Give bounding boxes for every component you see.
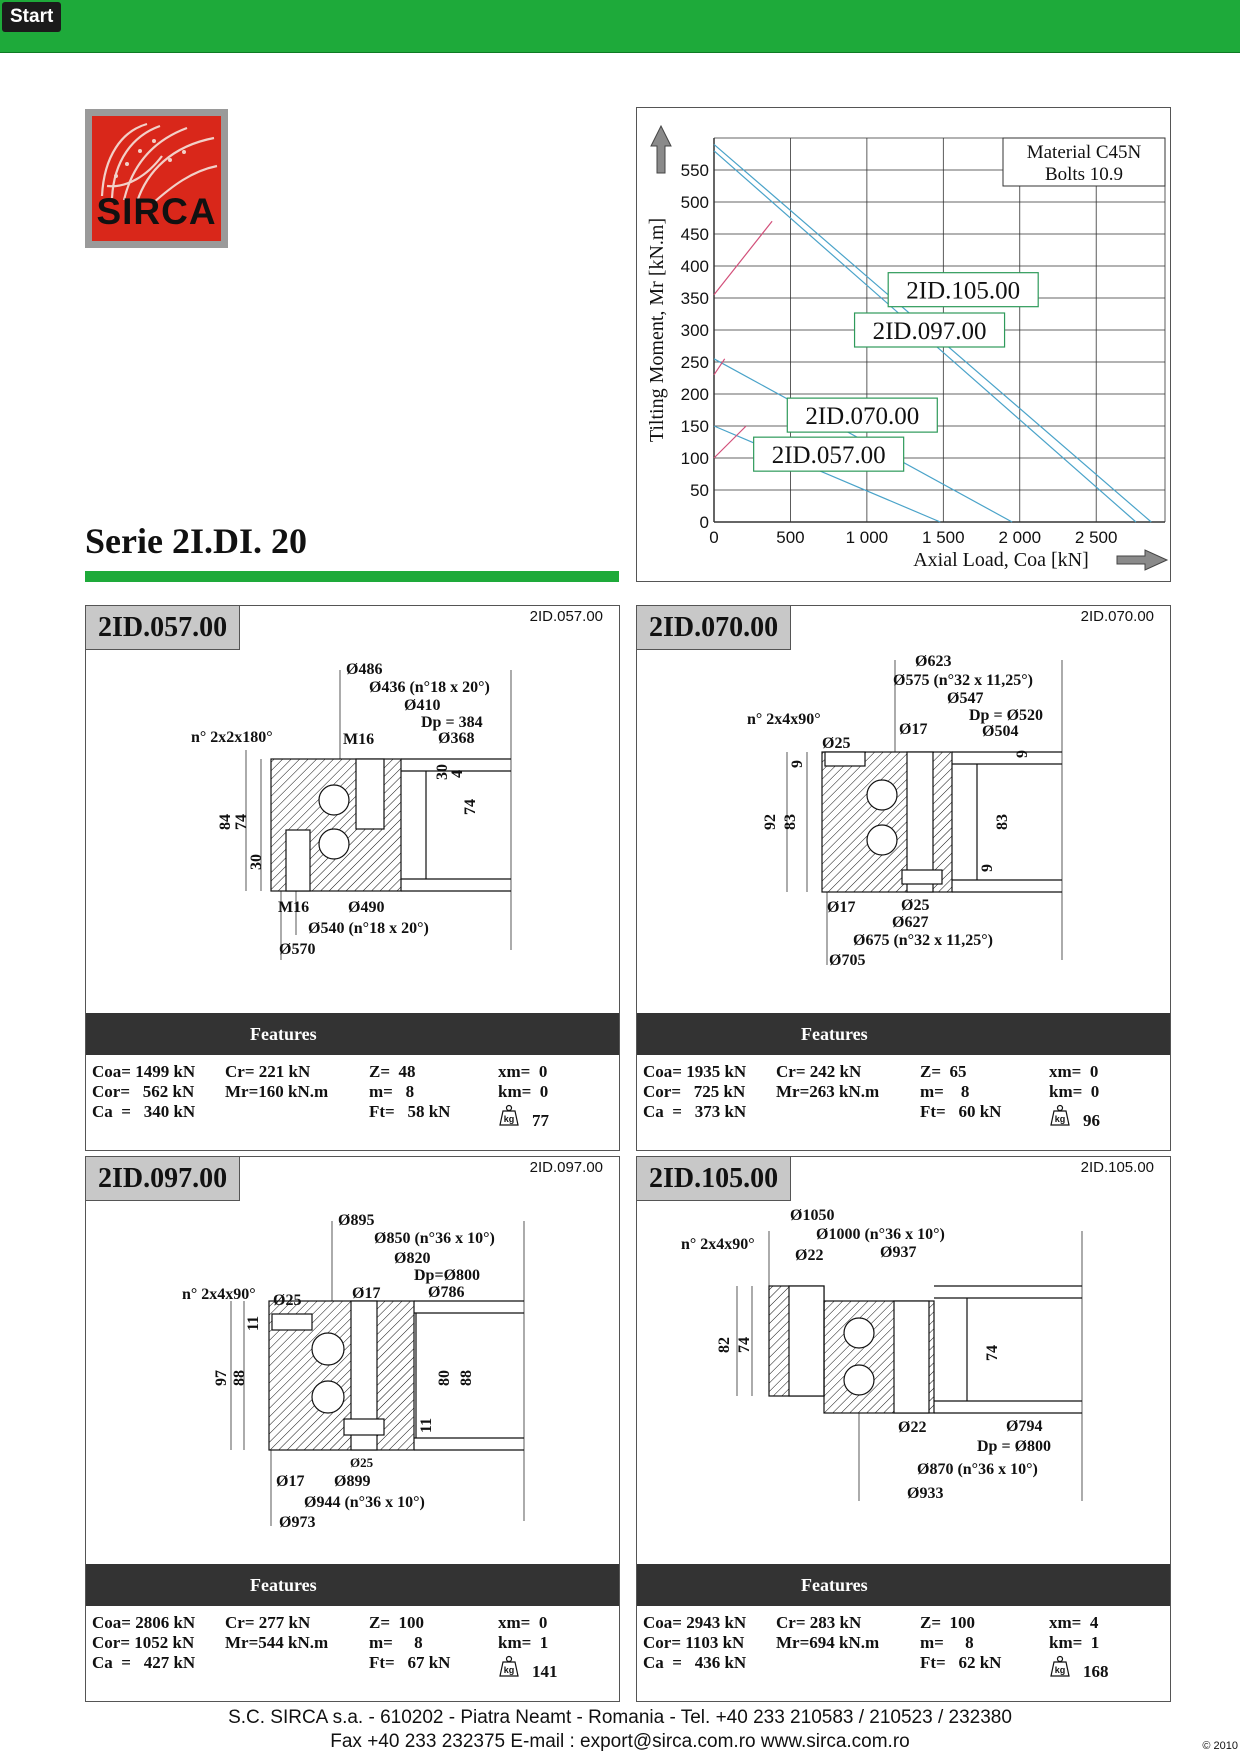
dim-label: Ø17 bbox=[352, 1285, 381, 1302]
spec-xm: xm= 0 bbox=[498, 1613, 548, 1632]
svg-text:kg: kg bbox=[1054, 1665, 1066, 1675]
y-tick-label: 500 bbox=[680, 193, 709, 212]
dim-label: Ø25 bbox=[901, 897, 930, 914]
start-button[interactable]: Start bbox=[2, 2, 61, 32]
spec-weight: 141 bbox=[532, 1662, 558, 1681]
dim-label: Ø623 bbox=[915, 653, 952, 670]
dim-label: Ø22 bbox=[795, 1247, 824, 1264]
top-bar bbox=[0, 0, 1240, 53]
dim-label: Ø540 (n°18 x 20°) bbox=[308, 920, 429, 937]
series-label: 2ID.070.00 bbox=[805, 403, 920, 431]
y-tick-label: 50 bbox=[690, 481, 709, 500]
spec-cor: Cor= 725 kN bbox=[643, 1082, 746, 1101]
spec-z: Z= 100 bbox=[920, 1613, 976, 1632]
spec-m: m= 8 bbox=[920, 1082, 970, 1101]
spec-ca: Ca = 340 kN bbox=[92, 1102, 196, 1121]
dim-label: Ø895 bbox=[338, 1212, 375, 1229]
footer-address: S.C. SIRCA s.a. - 610202 - Piatra Neamt - Romania - Tel. +40 233 210583 / 210523 / 232380 bbox=[228, 1707, 1012, 1728]
bearing-drawing bbox=[86, 1201, 619, 1564]
dim-label: Ø575 (n°32 x 11,25°) bbox=[893, 672, 1033, 689]
dim-label: Ø368 bbox=[438, 730, 475, 747]
dim-label: Ø627 bbox=[892, 914, 929, 931]
spec-m: m= 8 bbox=[369, 1082, 415, 1101]
dim-label: M16 bbox=[278, 899, 310, 916]
right-arrow-icon bbox=[1117, 550, 1167, 570]
copyright: © 2010 bbox=[1202, 1740, 1238, 1752]
dim-label: 88 bbox=[231, 1370, 248, 1386]
dim-label: n° 2x4x90° bbox=[681, 1236, 755, 1253]
dim-label: Ø675 (n°32 x 11,25°) bbox=[853, 932, 993, 949]
spec-cor: Cor= 1052 kN bbox=[92, 1633, 195, 1652]
spec-m: m= 8 bbox=[920, 1633, 974, 1652]
x-tick-label: 2 000 bbox=[998, 528, 1042, 547]
series-label: 2ID.105.00 bbox=[906, 277, 1021, 305]
dim-label: Ø504 bbox=[982, 723, 1019, 740]
note-line: Material C45N bbox=[1026, 142, 1142, 163]
spec-mr: Mr=263 kN.m bbox=[776, 1082, 880, 1101]
x-tick-label: 2 500 bbox=[1074, 528, 1118, 547]
features-header: Features bbox=[86, 1013, 619, 1055]
dim-label: Ø17 bbox=[899, 721, 928, 738]
specs-block bbox=[637, 1606, 1170, 1701]
note-line: Bolts 10.9 bbox=[1044, 164, 1124, 185]
dim-label: Ø1000 (n°36 x 10°) bbox=[816, 1226, 945, 1243]
panel-title: 2ID.070.00 bbox=[637, 606, 791, 650]
dim-label: 88 bbox=[458, 1370, 475, 1386]
bearing-drawing bbox=[637, 650, 1170, 1013]
panel-ref: 2ID.057.00 bbox=[529, 608, 603, 625]
load-chart bbox=[636, 107, 1171, 582]
logo-text: SIRCA bbox=[96, 191, 217, 232]
dim-label: Ø25 bbox=[822, 735, 851, 752]
x-tick-label: 1 500 bbox=[922, 528, 965, 547]
dim-label: M16 bbox=[343, 731, 375, 748]
dim-label: 30 bbox=[434, 764, 451, 780]
panel-ref: 2ID.097.00 bbox=[529, 1159, 603, 1176]
x-axis-label: Axial Load, Coa [kN] bbox=[913, 549, 1089, 571]
product-panel-057 bbox=[85, 605, 620, 1151]
dim-label: Ø17 bbox=[827, 899, 856, 916]
y-tick-label: 150 bbox=[680, 417, 709, 436]
dim-label: Ø410 bbox=[404, 697, 441, 714]
dim-label: Dp = Ø800 bbox=[977, 1438, 1052, 1455]
spec-ft: Ft= 58 kN bbox=[369, 1102, 451, 1121]
dim-label: 9 bbox=[1014, 750, 1031, 758]
series-title: Serie 2I.DI. 20 bbox=[85, 521, 307, 561]
series-line bbox=[714, 221, 772, 295]
dim-label: Ø794 bbox=[1006, 1418, 1043, 1435]
series-label: 2ID.097.00 bbox=[872, 318, 987, 345]
dim-label: 74 bbox=[984, 1345, 1001, 1361]
y-tick-label: 400 bbox=[680, 257, 709, 276]
dim-label: 30 bbox=[248, 854, 265, 870]
spec-weight: 96 bbox=[1083, 1111, 1100, 1130]
product-panel-097 bbox=[85, 1156, 620, 1702]
spec-cr: Cr= 277 kN bbox=[225, 1613, 311, 1632]
spec-km: km= 0 bbox=[1049, 1082, 1100, 1101]
specs-block bbox=[86, 1606, 619, 1701]
spec-km: km= 0 bbox=[498, 1082, 549, 1101]
y-tick-label: 450 bbox=[680, 225, 709, 244]
y-tick-label: 100 bbox=[680, 449, 709, 468]
dim-label: 82 bbox=[716, 1337, 733, 1353]
dim-label: Ø786 bbox=[428, 1284, 465, 1301]
spec-coa: Coa= 2943 kN bbox=[643, 1613, 747, 1632]
spec-xm: xm= 0 bbox=[1049, 1062, 1099, 1081]
dim-label: 83 bbox=[782, 814, 799, 830]
dim-label: 84 bbox=[217, 814, 234, 830]
spec-ca: Ca = 373 kN bbox=[643, 1102, 747, 1121]
load-chart-svg bbox=[637, 108, 1170, 581]
dim-label: Ø547 bbox=[947, 690, 984, 707]
panel-title: 2ID.105.00 bbox=[637, 1157, 791, 1201]
weight-kg-icon bbox=[496, 1655, 522, 1677]
dim-label: Ø1050 bbox=[790, 1207, 835, 1224]
spec-cr: Cr= 221 kN bbox=[225, 1062, 311, 1081]
dim-label: Dp=Ø800 bbox=[414, 1267, 481, 1284]
features-header: Features bbox=[637, 1564, 1170, 1606]
dim-label: Ø486 bbox=[346, 661, 383, 678]
x-tick-label: 500 bbox=[776, 528, 805, 547]
sirca-logo bbox=[85, 109, 228, 248]
features-header: Features bbox=[637, 1013, 1170, 1055]
panel-title: 2ID.097.00 bbox=[86, 1157, 240, 1201]
weight-kg-icon bbox=[496, 1104, 522, 1126]
spec-z: Z= 65 bbox=[920, 1062, 967, 1081]
panel-title: 2ID.057.00 bbox=[86, 606, 240, 650]
dim-label: 92 bbox=[762, 814, 779, 830]
spec-cr: Cr= 242 kN bbox=[776, 1062, 862, 1081]
spec-ca: Ca = 427 kN bbox=[92, 1653, 196, 1672]
dim-label: n° 2x4x90° bbox=[747, 711, 821, 728]
dim-label: 80 bbox=[436, 1370, 453, 1386]
dim-label: Ø937 bbox=[880, 1244, 917, 1261]
x-tick-label: 1 000 bbox=[845, 528, 889, 547]
y-tick-label: 200 bbox=[680, 385, 709, 404]
dim-label: 11 bbox=[245, 1315, 262, 1331]
dim-label: Ø820 bbox=[394, 1250, 431, 1267]
y-tick-label: 550 bbox=[680, 161, 709, 180]
series-underline bbox=[85, 571, 619, 582]
dim-label: Dp = Ø520 bbox=[969, 707, 1044, 724]
product-panel-070 bbox=[636, 605, 1171, 1151]
dim-label: n° 2x2x180° bbox=[191, 729, 273, 746]
spec-mr: Mr=544 kN.m bbox=[225, 1633, 329, 1652]
dim-label: Ø870 (n°36 x 10°) bbox=[917, 1461, 1038, 1478]
dim-label: Ø25 bbox=[273, 1292, 302, 1309]
y-tick-label: 350 bbox=[680, 289, 709, 308]
spec-xm: xm= 4 bbox=[1049, 1613, 1099, 1632]
up-arrow-icon bbox=[651, 126, 671, 173]
weight-kg-icon bbox=[1047, 1655, 1073, 1677]
spec-xm: xm= 0 bbox=[498, 1062, 548, 1081]
dim-label: Ø490 bbox=[348, 899, 385, 916]
dim-label: Ø850 (n°36 x 10°) bbox=[374, 1230, 495, 1247]
panel-ref: 2ID.070.00 bbox=[1080, 608, 1154, 625]
spec-cor: Cor= 1103 kN bbox=[643, 1633, 745, 1652]
footer-contact: Fax +40 233 232375 E-mail : export@sirca.com.ro www.sirca.com.ro bbox=[330, 1731, 910, 1752]
x-tick-label: 0 bbox=[709, 528, 719, 547]
spec-m: m= 8 bbox=[369, 1633, 423, 1652]
product-panel-105 bbox=[636, 1156, 1171, 1702]
spec-weight: 77 bbox=[532, 1111, 549, 1130]
dim-label: 74 bbox=[233, 814, 250, 830]
dim-label: n° 2x4x90° bbox=[182, 1286, 256, 1303]
dim-label: 74 bbox=[462, 799, 479, 815]
panel-ref: 2ID.105.00 bbox=[1080, 1159, 1154, 1176]
svg-text:kg: kg bbox=[503, 1114, 515, 1124]
dim-label: Ø899 bbox=[334, 1473, 371, 1490]
weight-kg-icon bbox=[1047, 1104, 1073, 1126]
dim-label: Ø436 (n°18 x 20°) bbox=[369, 679, 490, 696]
dim-label: Ø25 bbox=[350, 1455, 374, 1470]
svg-text:kg: kg bbox=[503, 1665, 515, 1675]
svg-text:kg: kg bbox=[1054, 1114, 1066, 1124]
y-tick-label: 300 bbox=[680, 321, 709, 340]
bearing-drawing bbox=[86, 650, 619, 1013]
spec-z: Z= 100 bbox=[369, 1613, 425, 1632]
spec-cr: Cr= 283 kN bbox=[776, 1613, 862, 1632]
dim-label: Ø570 bbox=[279, 941, 316, 958]
spec-mr: Mr=694 kN.m bbox=[776, 1633, 880, 1652]
y-axis-label: Tilting Moment, Mr [kN.m] bbox=[646, 217, 668, 443]
y-tick-label: 0 bbox=[699, 513, 709, 532]
dim-label: Dp = 384 bbox=[421, 714, 483, 731]
dim-label: 11 bbox=[418, 1417, 435, 1433]
spec-weight: 168 bbox=[1083, 1662, 1109, 1681]
spec-ft: Ft= 62 kN bbox=[920, 1653, 1002, 1672]
spec-km: km= 1 bbox=[1049, 1633, 1100, 1652]
dim-label: 74 bbox=[736, 1337, 753, 1353]
footer bbox=[0, 1706, 1240, 1754]
spec-mr: Mr=160 kN.m bbox=[225, 1082, 329, 1101]
features-header: Features bbox=[86, 1564, 619, 1606]
dim-label: Ø944 (n°36 x 10°) bbox=[304, 1494, 425, 1511]
dim-label: 97 bbox=[213, 1370, 230, 1386]
dim-label: 9 bbox=[789, 760, 806, 768]
series-label: 2ID.057.00 bbox=[771, 442, 886, 470]
dim-label: Ø933 bbox=[907, 1485, 944, 1502]
spec-coa: Coa= 1935 kN bbox=[643, 1062, 747, 1081]
spec-coa: Coa= 2806 kN bbox=[92, 1613, 196, 1632]
spec-ft: Ft= 67 kN bbox=[369, 1653, 451, 1672]
spec-z: Z= 48 bbox=[369, 1062, 416, 1081]
spec-coa: Coa= 1499 kN bbox=[92, 1062, 196, 1081]
dim-label: 4 bbox=[449, 770, 466, 778]
dim-label: 83 bbox=[994, 814, 1011, 830]
series-line bbox=[714, 426, 746, 458]
spec-ft: Ft= 60 kN bbox=[920, 1102, 1002, 1121]
y-tick-label: 250 bbox=[680, 353, 709, 372]
logo-mark bbox=[92, 116, 221, 241]
dim-label: 9 bbox=[979, 864, 996, 872]
specs-block bbox=[86, 1055, 619, 1150]
spec-km: km= 1 bbox=[498, 1633, 549, 1652]
dim-label: Ø705 bbox=[829, 952, 866, 969]
dim-label: Ø17 bbox=[276, 1473, 305, 1490]
spec-ca: Ca = 436 kN bbox=[643, 1653, 747, 1672]
bearing-drawing bbox=[637, 1201, 1170, 1564]
spec-cor: Cor= 562 kN bbox=[92, 1082, 195, 1101]
specs-block bbox=[637, 1055, 1170, 1150]
dim-label: Ø22 bbox=[898, 1419, 927, 1436]
dim-label: Ø973 bbox=[279, 1514, 316, 1531]
